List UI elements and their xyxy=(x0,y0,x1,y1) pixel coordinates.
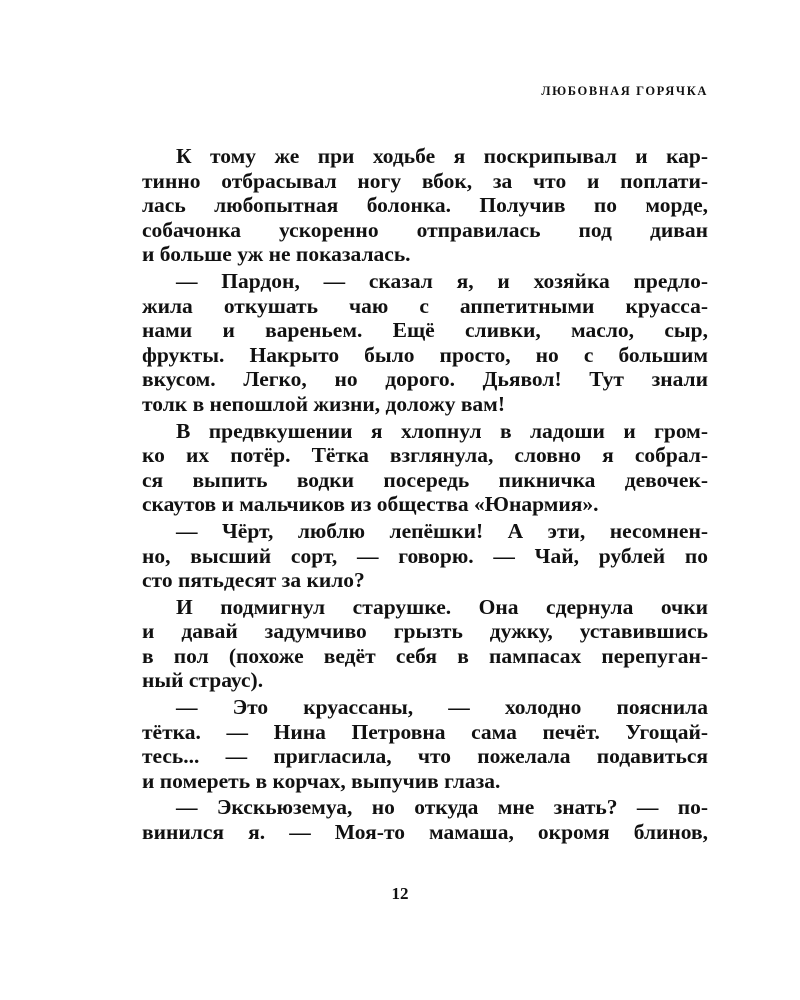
text-line: сто пятьдесят за кило? xyxy=(142,568,365,593)
text-line: В предвкушении я хлопнул в ладоши и гром- xyxy=(176,418,708,443)
text-line: тётка. — Нина Петровна сама печёт. Угощай- xyxy=(142,719,708,744)
text-line: толк в непошлой жизни, доложу вам! xyxy=(142,391,505,416)
running-header: ЛЮБОВНАЯ ГОРЯЧКА xyxy=(541,84,708,98)
text-line: скаутов и мальчиков из общества «Юнармия». xyxy=(142,492,599,517)
text-line: жила откушать чаю с аппетитными круасса- xyxy=(142,293,708,318)
text-line: фрукты. Накрыто было просто, но с большим xyxy=(142,342,708,367)
text-line: и помереть в корчах, выпучив глаза. xyxy=(142,768,501,793)
text-line: — Чёрт, люблю лепёшки! А эти, несомнен- xyxy=(176,518,708,543)
body-text xyxy=(142,144,708,845)
text-line: ко их потёр. Тётка взглянула, словно я собрал- xyxy=(142,443,708,468)
text-line: собачонка ускоренно отправилась под диван xyxy=(142,217,708,242)
text-line: И подмигнул старушке. Она сдернула очки xyxy=(176,594,708,619)
text-line: тинно отбрасывал ногу вбок, за что и поплати- xyxy=(142,168,708,193)
text-line: и давай задумчиво грызть дужку, уставившись xyxy=(142,619,708,644)
paragraph xyxy=(142,595,708,693)
text-line: вкусом. Легко, но дорого. Дьявол! Тут знали xyxy=(142,367,708,392)
text-line: нами и вареньем. Ещё сливки, масло, сыр, xyxy=(142,318,708,343)
text-line: винился я. — Моя-то мамаша, окромя блинов, xyxy=(142,820,708,845)
paragraph xyxy=(142,269,708,417)
text-line: — Это круассаны, — холодно пояснила xyxy=(176,695,708,720)
text-line: и больше уж не показалась. xyxy=(142,242,411,267)
text-line: тесь... — пригласила, что пожелала подавиться xyxy=(142,744,708,769)
paragraph xyxy=(142,144,708,267)
paragraph xyxy=(142,419,708,517)
text-line: лась любопытная болонка. Получив по морде, xyxy=(142,193,708,218)
text-line: но, высший сорт, — говорю. — Чай, рублей по xyxy=(142,543,708,568)
paragraph xyxy=(142,795,708,844)
text-line: ся выпить водки посередь пикничка девочек- xyxy=(142,467,708,492)
paragraph xyxy=(142,695,708,793)
text-line: ный страус). xyxy=(142,668,264,693)
text-line: К тому же при ходьбе я поскрипывал и кар- xyxy=(176,144,708,168)
text-line: в пол (похоже ведёт себя в пампасах перепуган- xyxy=(142,643,708,668)
text-line: — Пардон, — сказал я, и хозяйка предло- xyxy=(176,268,708,293)
paragraph xyxy=(142,519,708,593)
page-number: 12 xyxy=(391,884,409,903)
text-line: — Экскьюземуа, но откуда мне знать? — по- xyxy=(176,795,708,820)
